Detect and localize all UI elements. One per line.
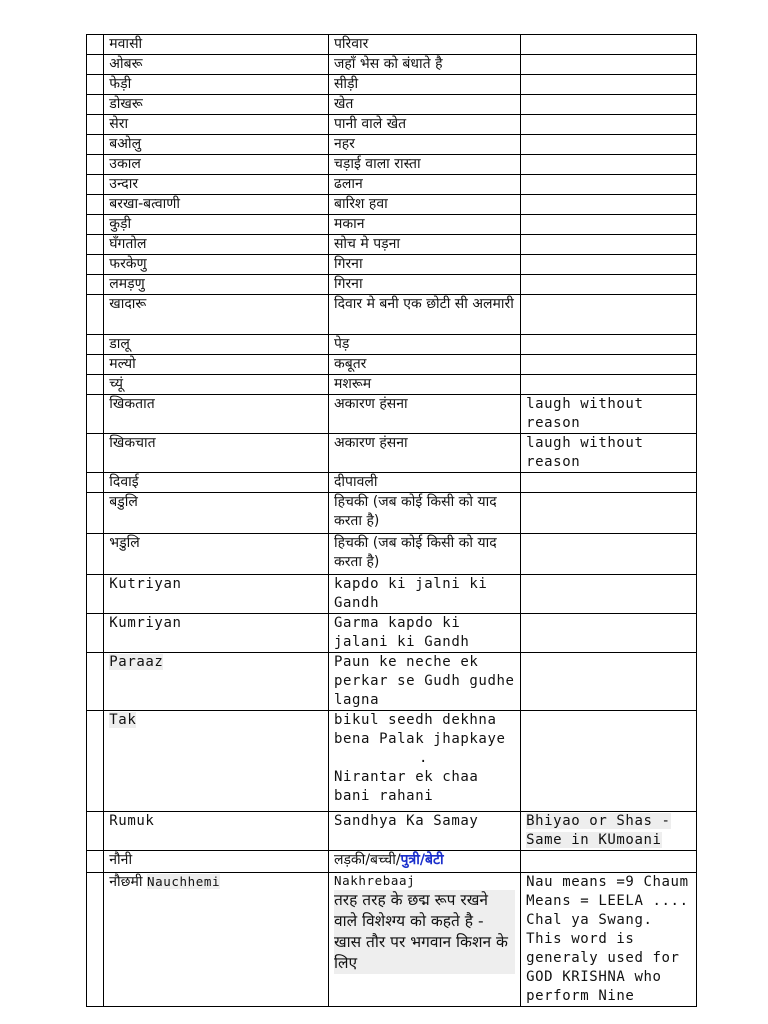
blank-cell: [87, 575, 104, 614]
blank-cell: [87, 473, 104, 493]
meaning-cell: गिरना: [328, 275, 520, 295]
word-cell: खादारू: [104, 295, 329, 335]
blank-cell: [87, 395, 104, 434]
word-cell: डोखरू: [104, 95, 329, 115]
table-row: [87, 95, 697, 115]
table-row: [87, 115, 697, 135]
meaning-cell: मशरूम: [328, 375, 520, 395]
meaning-cell: kapdo ki jalni ki Gandh: [328, 575, 520, 614]
meaning-cell: पानी वाले खेत: [328, 115, 520, 135]
table-row: [87, 175, 697, 195]
meaning-cell: अकारण हंसना: [328, 395, 520, 434]
note-cell: [521, 95, 697, 115]
meaning-cell: बारिश हवा: [328, 195, 520, 215]
note-cell: [521, 355, 697, 375]
meaning-text: bikul seedh dekhna bena Palak jhapkaye: [333, 712, 506, 747]
blank-cell: [87, 235, 104, 255]
note-cell: [521, 295, 697, 335]
blank-cell: [87, 75, 104, 95]
word-cell: बओलु: [104, 135, 329, 155]
blank-cell: [87, 434, 104, 473]
table-row: [87, 711, 697, 812]
meaning-cell: [328, 873, 520, 1007]
word-cell: बरखा-बत्वाणी: [104, 195, 329, 215]
meaning-cell: कबूतर: [328, 355, 520, 375]
table-row: [87, 195, 697, 215]
word-cell: डालू: [104, 335, 329, 355]
blank-cell: [87, 175, 104, 195]
note-cell: [521, 614, 697, 653]
table-row: [87, 355, 697, 375]
word-cell: उन्दार: [104, 175, 329, 195]
table-row: [87, 55, 697, 75]
note-cell: [521, 35, 697, 55]
note-cell: [521, 115, 697, 135]
note-cell: [521, 155, 697, 175]
blank-cell: [87, 335, 104, 355]
word-cell: Kutriyan: [104, 575, 329, 614]
meaning-cell: खेत: [328, 95, 520, 115]
table-row: [87, 473, 697, 493]
word-text: Tak: [109, 712, 137, 728]
blank-cell: [87, 55, 104, 75]
note-cell: [521, 711, 697, 812]
table-row: [87, 275, 697, 295]
word-cell: Rumuk: [104, 812, 329, 851]
blank-cell: [87, 35, 104, 55]
note-cell: [521, 175, 697, 195]
word-cell: फेड़ी: [104, 75, 329, 95]
meaning-cell: Garma kapdo ki jalani ki Gandh: [328, 614, 520, 653]
table-row: [87, 215, 697, 235]
note-cell: [521, 215, 697, 235]
note-cell: [521, 473, 697, 493]
table-row: [87, 155, 697, 175]
note-cell: [521, 335, 697, 355]
word-cell: लमड़णु: [104, 275, 329, 295]
meaning-cell: [328, 711, 520, 812]
meaning-cell: [328, 851, 520, 873]
word-cell: नौनी: [104, 851, 329, 873]
meaning-highlight-text: पुत्री/बेटी: [400, 852, 444, 868]
table-row: [87, 812, 697, 851]
word-cell: च्यूं: [104, 375, 329, 395]
blank-cell: [87, 295, 104, 335]
blank-cell: [87, 851, 104, 873]
note-cell: [521, 851, 697, 873]
note-cell: [521, 55, 697, 75]
table-row: [87, 35, 697, 55]
table-row: [87, 135, 697, 155]
word-cell: मवासी: [104, 35, 329, 55]
meaning-extra-text: Nirantar ek chaa bani rahani: [333, 769, 479, 804]
blank-cell: [87, 653, 104, 711]
note-cell: [521, 255, 697, 275]
meaning-cell: पेड़: [328, 335, 520, 355]
glossary-table: [86, 34, 697, 1007]
word-cell: मल्यो: [104, 355, 329, 375]
meaning-text: Nakhrebaaj: [333, 873, 416, 888]
note-cell: [521, 235, 697, 255]
meaning-cell: हिचकी (जब कोई किसी को याद करता है): [328, 534, 520, 575]
blank-cell: [87, 215, 104, 235]
word-cell: खिकतात: [104, 395, 329, 434]
meaning-extra-text: तरह तरह के छद्म रूप रखने वाले विशेश्ग्य को कहते है - खास तौर पर भगवान किशन के लिए: [334, 890, 515, 974]
meaning-cell: अकारण हंसना: [328, 434, 520, 473]
word-cell: उकाल: [104, 155, 329, 175]
blank-cell: [87, 155, 104, 175]
word-text: नौछमी: [109, 874, 143, 890]
note-cell: [521, 375, 697, 395]
note-cell: [521, 135, 697, 155]
blank-cell: [87, 135, 104, 155]
word-cell: कुड़ी: [104, 215, 329, 235]
table-row: [87, 335, 697, 355]
word-cell: फरकेणु: [104, 255, 329, 275]
note-cell: [521, 493, 697, 534]
meaning-cell: सीड़ी: [328, 75, 520, 95]
meaning-cell: नहर: [328, 135, 520, 155]
meaning-cell: दीपावली: [328, 473, 520, 493]
blank-cell: [87, 493, 104, 534]
blank-cell: [87, 711, 104, 812]
blank-cell: [87, 195, 104, 215]
meaning-text: लड़की/बच्ची/: [333, 852, 401, 868]
word-cell: खिकचात: [104, 434, 329, 473]
note-cell: [521, 812, 697, 851]
word-cell: बडुलि: [104, 493, 329, 534]
word-cell: [104, 711, 329, 812]
meaning-cell: मकान: [328, 215, 520, 235]
note-cell: [521, 195, 697, 215]
blank-cell: [87, 614, 104, 653]
blank-cell: [87, 275, 104, 295]
note-cell: [521, 575, 697, 614]
blank-cell: [87, 812, 104, 851]
meaning-cell: दिवार मे बनी एक छोटी सी अलमारी: [328, 295, 520, 335]
word-cell: ओबरू: [104, 55, 329, 75]
note-cell: Nau means =9 Chaum Means = LEELA .... Chal ya Swang. This word is generaly used for GOD KRISHNA who perform Nine: [521, 873, 697, 1007]
table-row: [87, 614, 697, 653]
blank-cell: [87, 375, 104, 395]
blank-cell: [87, 95, 104, 115]
blank-cell: [87, 255, 104, 275]
note-cell: laugh without reason: [521, 434, 697, 473]
table-row: [87, 375, 697, 395]
blank-cell: [87, 534, 104, 575]
meaning-cell: Paun ke neche ek perkar se Gudh gudhe lagna: [328, 653, 520, 711]
word-cell: [104, 873, 329, 1007]
table-row: [87, 295, 697, 335]
table-row: [87, 653, 697, 711]
meaning-cell: चड़ाई वाला रास्ता: [328, 155, 520, 175]
table-row: [87, 534, 697, 575]
table-row: [87, 493, 697, 534]
note-cell: [521, 653, 697, 711]
table-row: [87, 434, 697, 473]
meaning-cell: सोच मे पड़ना: [328, 235, 520, 255]
blank-cell: [87, 355, 104, 375]
note-cell: [521, 75, 697, 95]
table-row: [87, 235, 697, 255]
table-row: [87, 873, 697, 1007]
note-cell: laugh without reason: [521, 395, 697, 434]
word-cell: [104, 653, 329, 711]
meaning-cell: परिवार: [328, 35, 520, 55]
table-row: [87, 255, 697, 275]
word-cell: दिवाई: [104, 473, 329, 493]
blank-cell: [87, 115, 104, 135]
word-cell: Kumriyan: [104, 614, 329, 653]
table-row: [87, 851, 697, 873]
word-latin-text: Nauchhemi: [146, 874, 221, 889]
note-text: Bhiyao or Shas - Same in KUmoani: [526, 813, 671, 848]
meaning-dot: .: [418, 750, 428, 766]
table-row: [87, 75, 697, 95]
table-row: [87, 395, 697, 434]
meaning-cell: हिचकी (जब कोई किसी को याद करता है): [328, 493, 520, 534]
meaning-cell: Sandhya Ka Samay: [328, 812, 520, 851]
note-cell: [521, 534, 697, 575]
note-cell: [521, 275, 697, 295]
blank-cell: [87, 873, 104, 1007]
meaning-cell: ढलान: [328, 175, 520, 195]
word-cell: भडुलि: [104, 534, 329, 575]
word-cell: सेरा: [104, 115, 329, 135]
table-row: [87, 575, 697, 614]
word-text: Paraaz: [109, 654, 164, 670]
word-cell: घँगतोल: [104, 235, 329, 255]
meaning-cell: गिरना: [328, 255, 520, 275]
meaning-cell: जहाँ भेस को बंधाते है: [328, 55, 520, 75]
